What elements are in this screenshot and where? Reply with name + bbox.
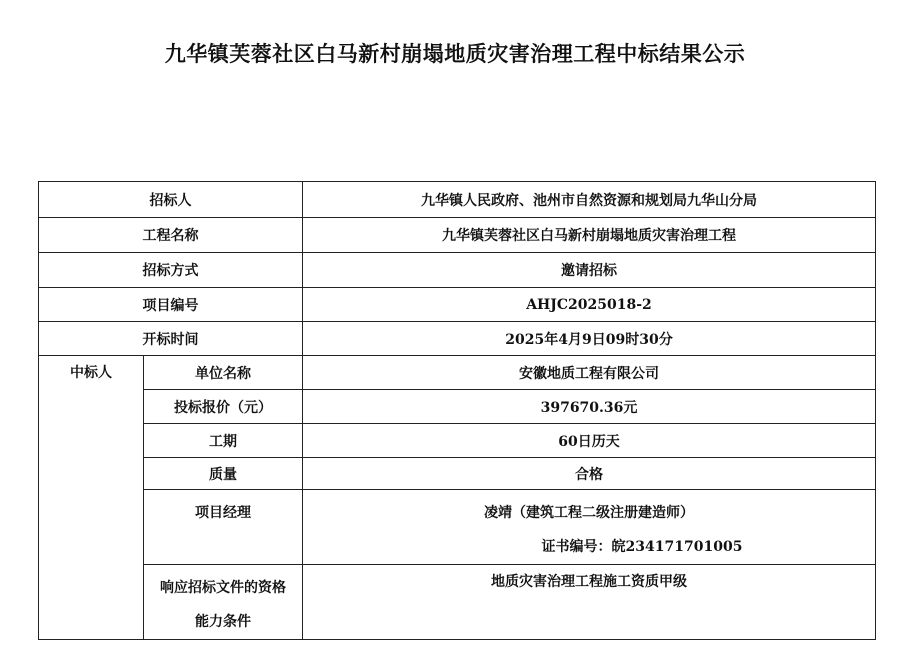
- page-title: 九华镇芙蓉社区白马新村崩塌地质灾害治理工程中标结果公示: [164, 41, 746, 66]
- row-label-bid-price: 投标报价（元）: [144, 390, 303, 424]
- row-value-qualification: 地质灾害治理工程施工资质甲级: [303, 565, 876, 640]
- row-label-bid-method: 招标方式: [39, 253, 303, 288]
- row-label-project-number: 项目编号: [39, 288, 303, 322]
- row-label-quality: 质量: [144, 458, 303, 490]
- row-value-bid-price: 397670.36元: [303, 390, 876, 424]
- manager-name: 凌靖（建筑工程二级注册建造师）: [484, 505, 694, 521]
- table-row: [39, 458, 876, 490]
- row-value-project-name: 九华镇芙蓉社区白马新村崩塌地质灾害治理工程: [303, 218, 876, 253]
- bid-result-table: [38, 181, 876, 640]
- row-label-project-name: 工程名称: [39, 218, 303, 253]
- row-label-tenderer: 招标人: [39, 182, 303, 218]
- table-row: [39, 490, 876, 565]
- row-value-opening-time: 2025年4月9日09时30分: [303, 322, 876, 356]
- table-row: [39, 390, 876, 424]
- table-row: [39, 424, 876, 458]
- winner-group-label: 中标人: [39, 356, 144, 640]
- table-row: [39, 322, 876, 356]
- row-value-company: 安徽地质工程有限公司: [303, 356, 876, 390]
- row-label-company: 单位名称: [144, 356, 303, 390]
- table-row: [39, 356, 876, 390]
- table-row: [39, 288, 876, 322]
- table-row: [39, 182, 876, 218]
- row-value-tenderer: 九华镇人民政府、池州市自然资源和规划局九华山分局: [303, 182, 876, 218]
- row-label-project-manager: 项目经理: [144, 490, 303, 565]
- row-value-project-manager: [303, 490, 876, 565]
- manager-certificate: 证书编号：皖234171701005: [541, 539, 743, 555]
- row-value-quality: 合格: [303, 458, 876, 490]
- row-value-duration: 60日历天: [303, 424, 876, 458]
- row-value-project-number: AHJC2025018-2: [303, 288, 876, 322]
- table-row: [39, 218, 876, 253]
- row-label-qualification: 响应招标文件的资格能力条件: [144, 565, 303, 640]
- row-value-bid-method: 邀请招标: [303, 253, 876, 288]
- row-label-opening-time: 开标时间: [39, 322, 303, 356]
- table-row: [39, 565, 876, 640]
- table-row: [39, 253, 876, 288]
- row-label-duration: 工期: [144, 424, 303, 458]
